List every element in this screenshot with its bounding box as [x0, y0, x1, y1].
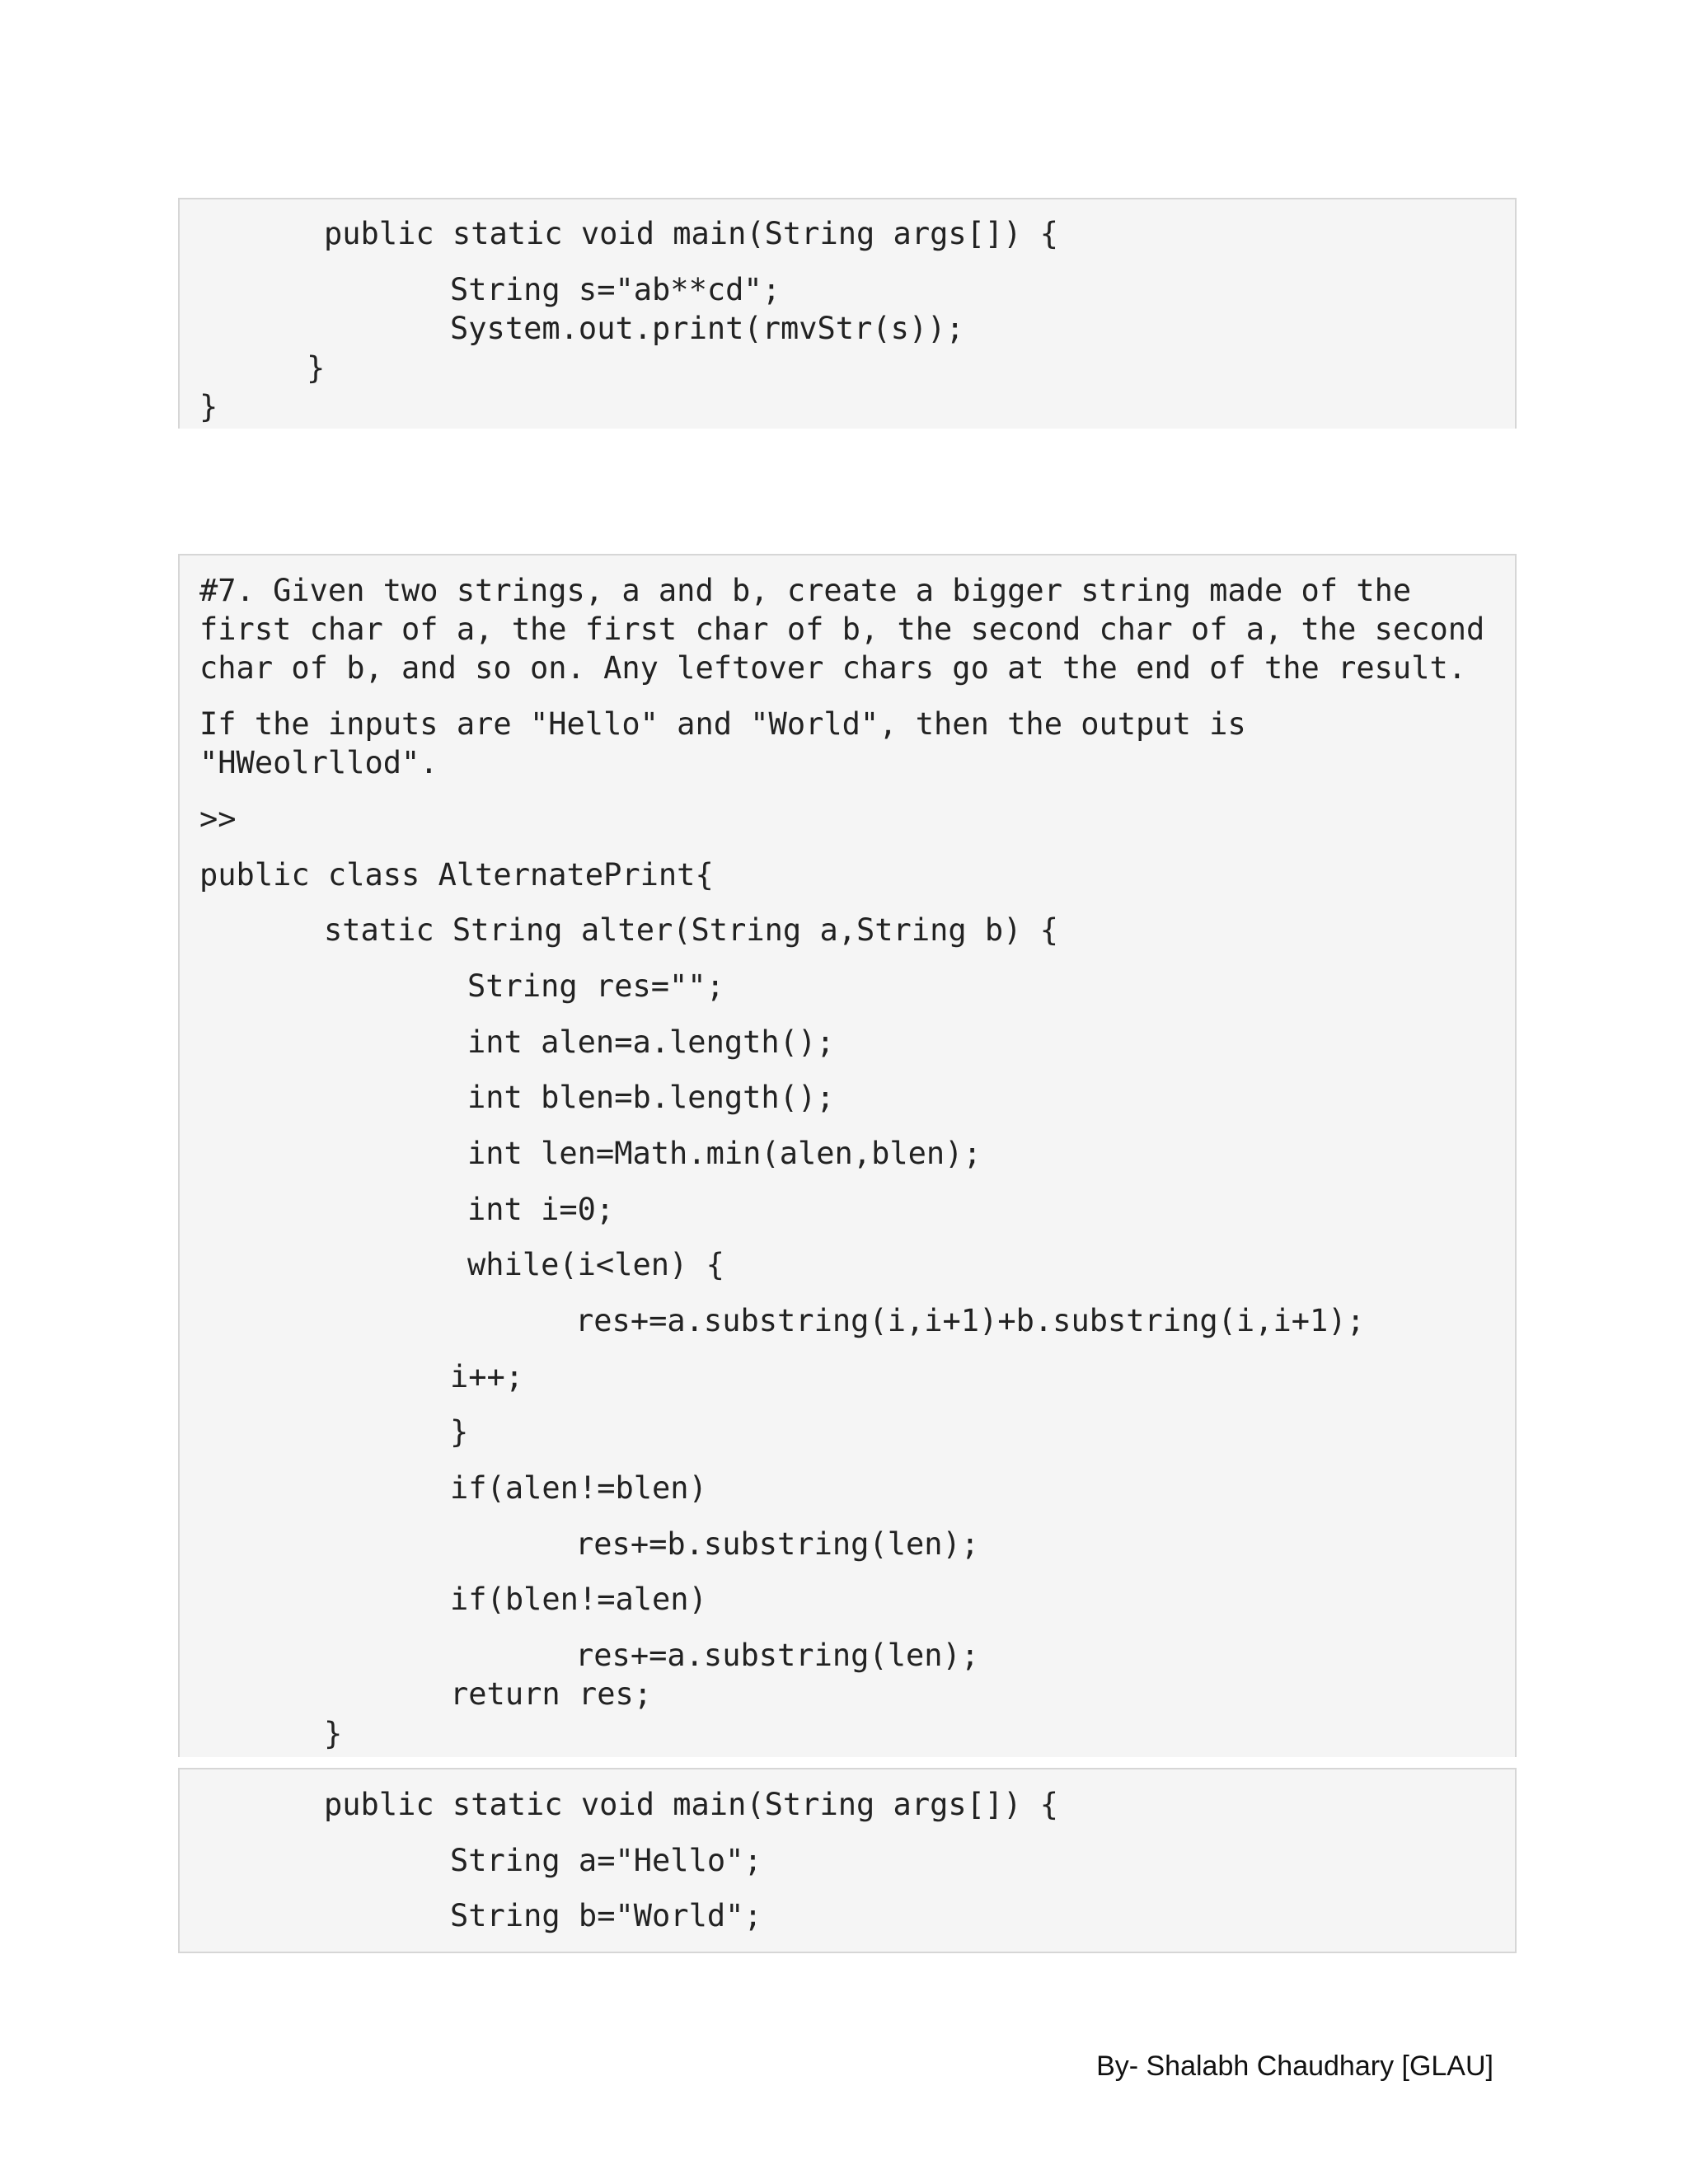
- answer-marker: >>: [199, 801, 237, 837]
- code-line: static String alter(String a,String b) {: [324, 912, 1059, 948]
- code-line: res+=b.substring(len);: [575, 1526, 980, 1562]
- problem-text-line: #7. Given two strings, a and b, create a bigger string made of the: [199, 573, 1412, 608]
- code-line: public static void main(String args[]) {: [324, 216, 1059, 251]
- code-line: return res;: [450, 1676, 653, 1712]
- code-line: public class AlternatePrint{: [199, 857, 714, 893]
- code-line: String b="World";: [450, 1898, 762, 1933]
- code-line: int blen=b.length();: [467, 1080, 835, 1115]
- code-line: if(blen!=alen): [450, 1582, 707, 1617]
- code-line: res+=a.substring(i,i+1)+b.substring(i,i+1);: [575, 1303, 1365, 1338]
- code-line: String res="";: [467, 968, 724, 1004]
- example-text-line: If the inputs are "Hello" and "World", then the output is: [199, 706, 1246, 742]
- code-line: i++;: [450, 1359, 524, 1394]
- code-line: int i=0;: [467, 1192, 615, 1227]
- example-text-line: "HWeolrllod".: [199, 745, 438, 780]
- code-line: }: [307, 350, 326, 386]
- code-line: String s="ab**cd";: [450, 272, 781, 307]
- code-line: String a="Hello";: [450, 1843, 762, 1878]
- code-line: if(alen!=blen): [450, 1470, 707, 1506]
- code-line: while(i<len) {: [467, 1247, 724, 1282]
- code-line: }: [450, 1414, 469, 1450]
- code-line: }: [199, 389, 218, 424]
- problem-text-line: char of b, and so on. Any leftover chars go at the end of the result.: [199, 650, 1467, 686]
- code-line: System.out.print(rmvStr(s));: [450, 311, 964, 346]
- code-line: int alen=a.length();: [467, 1024, 835, 1060]
- code-line: }: [324, 1716, 343, 1751]
- code-line: int len=Math.min(alen,blen);: [467, 1136, 982, 1171]
- code-line: res+=a.substring(len);: [575, 1638, 980, 1673]
- author-credit: By- Shalabh Chaudhary [GLAU]: [1096, 2050, 1493, 2082]
- problem-text-line: first char of a, the first char of b, the second char of a, the second: [199, 612, 1485, 647]
- code-line: public static void main(String args[]) {: [324, 1787, 1059, 1822]
